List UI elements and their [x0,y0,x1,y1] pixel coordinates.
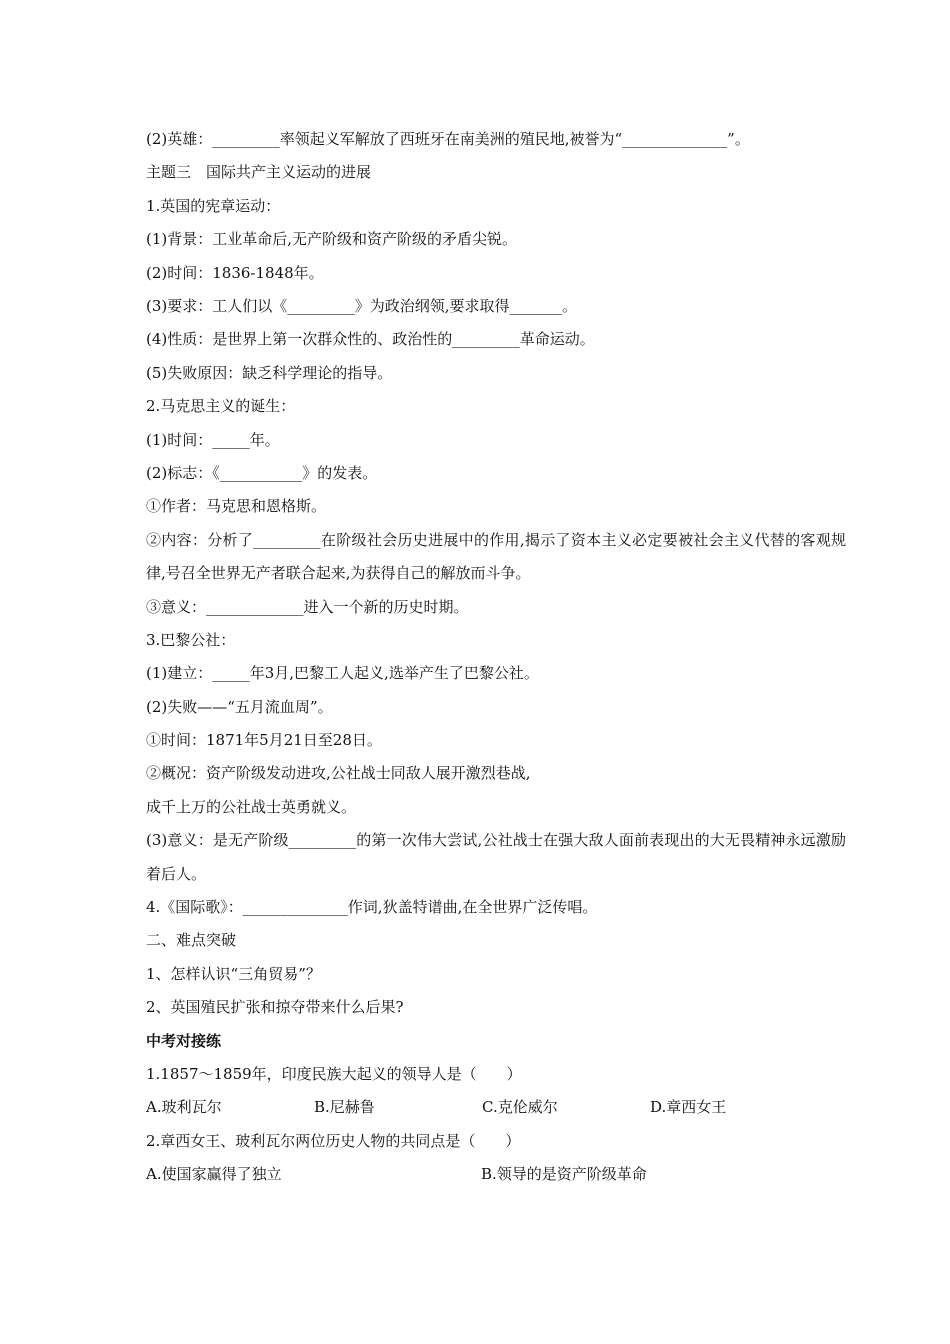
marxism-heading: 2.马克思主义的诞生： [146,397,296,416]
commune-significance: (3)意义：是无产阶级_________的第一次伟大尝试,公社战士在强大敌人面前表现出的大无畏精神永远激励着后人。 [146,831,846,883]
chartism-nature: (4)性质：是世界上第一次群众性的、政治性的_________革命运动。 [146,330,595,349]
q2-option-a: A.使国家赢得了独立 [146,1165,282,1184]
chartism-background: (1)背景：工业革命后,无产阶级和资产阶级的矛盾尖锐。 [146,230,518,249]
exam-practice-heading: 中考对接练 [146,1031,222,1050]
paris-commune-heading: 3.巴黎公社： [146,630,236,649]
marxism-author: ①作者：马克思和恩格斯。 [146,497,327,516]
difficulty-q1: 1、怎样认识“三角贸易”？ [146,964,321,983]
chartism-heading: 1.英国的宪章运动： [146,196,281,215]
marxism-time: (1)时间：_____年。 [146,430,280,449]
commune-failure-overview-cont: 成千上万的公社战士英勇就义。 [146,797,357,816]
commune-failure-time: ①时间：1871年5月21日至28日。 [146,731,382,750]
commune-failure: (2)失败——“五月流血周”。 [146,697,333,716]
difficulty-q2: 2、英国殖民扩张和掠夺带来什么后果? [146,998,404,1017]
document-body [146,123,846,1192]
question-1-stem: 1.1857～1859年，印度民族大起义的领导人是（ ） [146,1065,522,1083]
commune-failure-overview: ②概况：资产阶级发动进攻,公社战士同敌人展开激烈巷战, [146,764,531,783]
question-2-stem: 2.章西女王、玻利瓦尔两位历史人物的共同点是（ ） [146,1131,521,1150]
commune-founding: (1)建立：_____年3月,巴黎工人起义,选举产生了巴黎公社。 [146,664,539,683]
question-1-options [146,1091,846,1124]
marxism-mark: (2)标志：《___________》的发表。 [146,463,378,482]
q2-option-b: B.领导的是资产阶级革命 [481,1165,647,1184]
chartism-failure: (5)失败原因：缺乏科学理论的指导。 [146,363,393,382]
q1-option-d: D.章西女王 [650,1098,727,1117]
q1-option-b: B.尼赫鲁 [314,1098,375,1117]
topic-three-heading: 主题三 国际共产主义运动的进展 [146,163,372,182]
hero-line: (2)英雄：_________率领起义军解放了西班牙在南美洲的殖民地,被誉为“______________”。 [146,130,750,148]
internationale-line: 4.《国际歌》：______________作词,狄盖特谱曲,在全世界广泛传唱。 [146,898,598,917]
question-2-options [146,1158,846,1191]
q1-option-c: C.克伦威尔 [482,1098,558,1117]
marxism-content: ②内容：分析了_________在阶级社会历史进展中的作用,揭示了资本主义必定要被社会主义代替的客观规律,号召全世界无产者联合起来,为获得自己的解放而斗争。 [146,530,846,583]
chartism-time: (2)时间：1836-1848年。 [146,263,324,282]
difficulty-heading: 二、难点突破 [146,931,237,950]
marxism-significance: ③意义：_____________进入一个新的历史时期。 [146,597,469,616]
chartism-demand: (3)要求：工人们以《_________》为政治纲领,要求取得_______。 [146,296,578,315]
q1-option-a: A.玻利瓦尔 [146,1098,222,1117]
